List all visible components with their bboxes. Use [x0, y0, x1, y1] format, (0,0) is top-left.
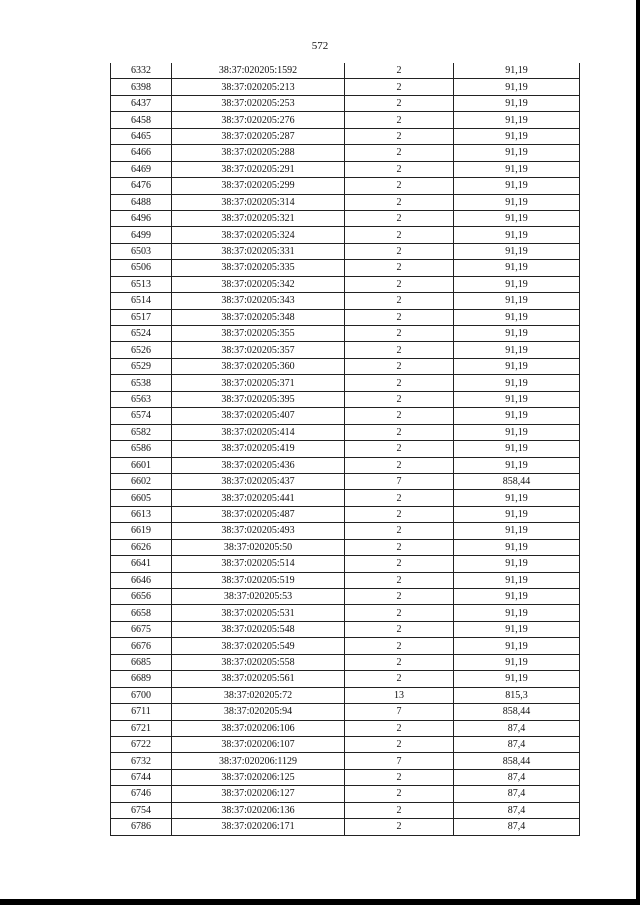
table-row	[111, 457, 580, 473]
value-cell: 87,4	[454, 819, 580, 835]
value-cell: 91,19	[454, 539, 580, 555]
row-id-cell: 6626	[111, 539, 172, 555]
table-row	[111, 753, 580, 769]
row-id-cell: 6582	[111, 424, 172, 440]
table-row	[111, 424, 580, 440]
cadastral-number-cell: 38:37:020205:548	[172, 621, 345, 637]
row-id-cell: 6656	[111, 589, 172, 605]
row-id-cell: 6513	[111, 276, 172, 292]
cadastral-number-cell: 38:37:020205:519	[172, 572, 345, 588]
count-cell: 2	[345, 375, 454, 391]
scan-edge-right	[636, 0, 640, 905]
count-cell: 2	[345, 128, 454, 144]
value-cell: 91,19	[454, 424, 580, 440]
table-row	[111, 523, 580, 539]
cadastral-number-cell: 38:37:020205:407	[172, 408, 345, 424]
row-id-cell: 6732	[111, 753, 172, 769]
cadastral-number-cell: 38:37:020205:288	[172, 145, 345, 161]
value-cell: 91,19	[454, 621, 580, 637]
row-id-cell: 6754	[111, 802, 172, 818]
row-id-cell: 6496	[111, 210, 172, 226]
cadastral-number-cell: 38:37:020205:371	[172, 375, 345, 391]
value-cell: 91,19	[454, 589, 580, 605]
table-row	[111, 802, 580, 818]
count-cell: 2	[345, 605, 454, 621]
cadastral-number-cell: 38:37:020205:343	[172, 293, 345, 309]
table-row	[111, 178, 580, 194]
value-cell: 91,19	[454, 654, 580, 670]
table-row	[111, 227, 580, 243]
row-id-cell: 6466	[111, 145, 172, 161]
value-cell: 87,4	[454, 736, 580, 752]
cadastral-number-cell: 38:37:020206:136	[172, 802, 345, 818]
cadastral-number-cell: 38:37:020205:414	[172, 424, 345, 440]
value-cell: 91,19	[454, 95, 580, 111]
table-body	[111, 63, 580, 835]
table-row	[111, 556, 580, 572]
cadastral-number-cell: 38:37:020205:360	[172, 358, 345, 374]
value-cell: 87,4	[454, 769, 580, 785]
count-cell: 2	[345, 556, 454, 572]
cadastral-number-cell: 38:37:020205:419	[172, 441, 345, 457]
count-cell: 2	[345, 457, 454, 473]
value-cell: 91,19	[454, 671, 580, 687]
count-cell: 2	[345, 671, 454, 687]
cadastral-number-cell: 38:37:020205:395	[172, 391, 345, 407]
table-row	[111, 654, 580, 670]
cadastral-number-cell: 38:37:020206:171	[172, 819, 345, 835]
cadastral-number-cell: 38:37:020205:549	[172, 638, 345, 654]
count-cell: 2	[345, 145, 454, 161]
row-id-cell: 6602	[111, 473, 172, 489]
table-row	[111, 112, 580, 128]
cadastral-number-cell: 38:37:020206:106	[172, 720, 345, 736]
row-id-cell: 6744	[111, 769, 172, 785]
count-cell: 2	[345, 358, 454, 374]
count-cell: 2	[345, 769, 454, 785]
value-cell: 91,19	[454, 194, 580, 210]
cadastral-number-cell: 38:37:020205:355	[172, 326, 345, 342]
row-id-cell: 6685	[111, 654, 172, 670]
count-cell: 2	[345, 589, 454, 605]
cadastral-number-cell: 38:37:020206:127	[172, 786, 345, 802]
count-cell: 2	[345, 293, 454, 309]
table-row	[111, 309, 580, 325]
count-cell: 2	[345, 424, 454, 440]
row-id-cell: 6605	[111, 490, 172, 506]
row-id-cell: 6458	[111, 112, 172, 128]
count-cell: 2	[345, 490, 454, 506]
row-id-cell: 6613	[111, 506, 172, 522]
value-cell: 91,19	[454, 556, 580, 572]
row-id-cell: 6746	[111, 786, 172, 802]
page-number: 572	[311, 40, 329, 52]
table-row	[111, 720, 580, 736]
count-cell: 7	[345, 753, 454, 769]
value-cell: 91,19	[454, 391, 580, 407]
table-row	[111, 293, 580, 309]
value-cell: 858,44	[454, 704, 580, 720]
table-row	[111, 95, 580, 111]
value-cell: 87,4	[454, 802, 580, 818]
value-cell: 858,44	[454, 753, 580, 769]
table-row	[111, 63, 580, 79]
table-row	[111, 589, 580, 605]
row-id-cell: 6658	[111, 605, 172, 621]
table-row	[111, 194, 580, 210]
table-row	[111, 786, 580, 802]
value-cell: 91,19	[454, 605, 580, 621]
table-row	[111, 243, 580, 259]
row-id-cell: 6646	[111, 572, 172, 588]
value-cell: 91,19	[454, 260, 580, 276]
cadastral-number-cell: 38:37:020205:72	[172, 687, 345, 703]
table-row	[111, 671, 580, 687]
row-id-cell: 6619	[111, 523, 172, 539]
value-cell: 91,19	[454, 572, 580, 588]
row-id-cell: 6398	[111, 79, 172, 95]
value-cell: 91,19	[454, 112, 580, 128]
row-id-cell: 6465	[111, 128, 172, 144]
count-cell: 2	[345, 506, 454, 522]
row-id-cell: 6514	[111, 293, 172, 309]
count-cell: 2	[345, 572, 454, 588]
value-cell: 91,19	[454, 276, 580, 292]
value-cell: 91,19	[454, 293, 580, 309]
cadastral-number-cell: 38:37:020205:324	[172, 227, 345, 243]
count-cell: 2	[345, 654, 454, 670]
cadastral-number-cell: 38:37:020205:441	[172, 490, 345, 506]
value-cell: 91,19	[454, 408, 580, 424]
count-cell: 2	[345, 638, 454, 654]
value-cell: 91,19	[454, 375, 580, 391]
count-cell: 2	[345, 720, 454, 736]
count-cell: 2	[345, 178, 454, 194]
count-cell: 2	[345, 194, 454, 210]
cadastral-number-cell: 38:37:020205:357	[172, 342, 345, 358]
row-id-cell: 6476	[111, 178, 172, 194]
value-cell: 91,19	[454, 441, 580, 457]
value-cell: 91,19	[454, 457, 580, 473]
table-row	[111, 506, 580, 522]
row-id-cell: 6332	[111, 63, 172, 79]
table-row	[111, 539, 580, 555]
cadastral-number-cell: 38:37:020205:253	[172, 95, 345, 111]
value-cell: 91,19	[454, 63, 580, 79]
cadastral-number-cell: 38:37:020205:1592	[172, 63, 345, 79]
table-row	[111, 326, 580, 342]
count-cell: 2	[345, 819, 454, 835]
table-row	[111, 161, 580, 177]
cadastral-number-cell: 38:37:020205:299	[172, 178, 345, 194]
count-cell: 7	[345, 473, 454, 489]
table-row	[111, 260, 580, 276]
table-row	[111, 704, 580, 720]
count-cell: 2	[345, 621, 454, 637]
count-cell: 2	[345, 112, 454, 128]
row-id-cell: 6503	[111, 243, 172, 259]
count-cell: 2	[345, 79, 454, 95]
row-id-cell: 6722	[111, 736, 172, 752]
value-cell: 91,19	[454, 506, 580, 522]
value-cell: 87,4	[454, 786, 580, 802]
count-cell: 2	[345, 276, 454, 292]
row-id-cell: 6689	[111, 671, 172, 687]
table-row	[111, 391, 580, 407]
value-cell: 91,19	[454, 128, 580, 144]
cadastral-number-cell: 38:37:020205:437	[172, 473, 345, 489]
count-cell: 2	[345, 342, 454, 358]
value-cell: 87,4	[454, 720, 580, 736]
cadastral-number-cell: 38:37:020205:287	[172, 128, 345, 144]
value-cell: 91,19	[454, 145, 580, 161]
count-cell: 2	[345, 95, 454, 111]
row-id-cell: 6786	[111, 819, 172, 835]
cadastral-number-cell: 38:37:020205:276	[172, 112, 345, 128]
row-id-cell: 6601	[111, 457, 172, 473]
count-cell: 2	[345, 326, 454, 342]
cadastral-number-cell: 38:37:020205:314	[172, 194, 345, 210]
cadastral-number-cell: 38:37:020205:94	[172, 704, 345, 720]
row-id-cell: 6488	[111, 194, 172, 210]
table-row	[111, 375, 580, 391]
cadastral-number-cell: 38:37:020205:531	[172, 605, 345, 621]
count-cell: 2	[345, 391, 454, 407]
table-row	[111, 621, 580, 637]
row-id-cell: 6563	[111, 391, 172, 407]
scan-edge-bottom	[0, 899, 640, 905]
row-id-cell: 6526	[111, 342, 172, 358]
cadastral-number-cell: 38:37:020205:514	[172, 556, 345, 572]
value-cell: 91,19	[454, 161, 580, 177]
count-cell: 2	[345, 63, 454, 79]
count-cell: 2	[345, 786, 454, 802]
cadastral-number-cell: 38:37:020206:1129	[172, 753, 345, 769]
cadastral-number-cell: 38:37:020205:331	[172, 243, 345, 259]
data-table	[110, 63, 580, 836]
value-cell: 91,19	[454, 227, 580, 243]
row-id-cell: 6499	[111, 227, 172, 243]
table-row	[111, 605, 580, 621]
count-cell: 2	[345, 243, 454, 259]
cadastral-number-cell: 38:37:020205:321	[172, 210, 345, 226]
table-row	[111, 358, 580, 374]
cadastral-number-cell: 38:37:020205:561	[172, 671, 345, 687]
value-cell: 91,19	[454, 178, 580, 194]
value-cell: 815,3	[454, 687, 580, 703]
cadastral-number-cell: 38:37:020205:436	[172, 457, 345, 473]
count-cell: 2	[345, 736, 454, 752]
table-row	[111, 687, 580, 703]
table-row	[111, 819, 580, 835]
cadastral-number-cell: 38:37:020205:53	[172, 589, 345, 605]
count-cell: 2	[345, 210, 454, 226]
cadastral-number-cell: 38:37:020206:107	[172, 736, 345, 752]
cadastral-number-cell: 38:37:020205:213	[172, 79, 345, 95]
table-row	[111, 441, 580, 457]
row-id-cell: 6676	[111, 638, 172, 654]
cadastral-number-cell: 38:37:020205:291	[172, 161, 345, 177]
table-row	[111, 79, 580, 95]
value-cell: 91,19	[454, 358, 580, 374]
count-cell: 2	[345, 441, 454, 457]
count-cell: 2	[345, 523, 454, 539]
table-row	[111, 145, 580, 161]
table-row	[111, 769, 580, 785]
count-cell: 2	[345, 408, 454, 424]
row-id-cell: 6641	[111, 556, 172, 572]
count-cell: 2	[345, 260, 454, 276]
cadastral-number-cell: 38:37:020205:342	[172, 276, 345, 292]
row-id-cell: 6711	[111, 704, 172, 720]
count-cell: 2	[345, 161, 454, 177]
count-cell: 2	[345, 802, 454, 818]
value-cell: 91,19	[454, 243, 580, 259]
row-id-cell: 6469	[111, 161, 172, 177]
value-cell: 91,19	[454, 638, 580, 654]
value-cell: 91,19	[454, 342, 580, 358]
value-cell: 91,19	[454, 309, 580, 325]
cadastral-number-cell: 38:37:020205:493	[172, 523, 345, 539]
row-id-cell: 6586	[111, 441, 172, 457]
row-id-cell: 6517	[111, 309, 172, 325]
table-row	[111, 128, 580, 144]
count-cell: 13	[345, 687, 454, 703]
row-id-cell: 6700	[111, 687, 172, 703]
row-id-cell: 6529	[111, 358, 172, 374]
data-table-container	[110, 63, 579, 836]
table-row	[111, 473, 580, 489]
row-id-cell: 6721	[111, 720, 172, 736]
cadastral-number-cell: 38:37:020205:487	[172, 506, 345, 522]
row-id-cell: 6524	[111, 326, 172, 342]
count-cell: 2	[345, 309, 454, 325]
table-row	[111, 210, 580, 226]
value-cell: 91,19	[454, 490, 580, 506]
count-cell: 2	[345, 227, 454, 243]
cadastral-number-cell: 38:37:020205:348	[172, 309, 345, 325]
cadastral-number-cell: 38:37:020205:558	[172, 654, 345, 670]
value-cell: 858,44	[454, 473, 580, 489]
cadastral-number-cell: 38:37:020205:50	[172, 539, 345, 555]
row-id-cell: 6675	[111, 621, 172, 637]
row-id-cell: 6574	[111, 408, 172, 424]
table-row	[111, 638, 580, 654]
value-cell: 91,19	[454, 210, 580, 226]
row-id-cell: 6538	[111, 375, 172, 391]
cadastral-number-cell: 38:37:020206:125	[172, 769, 345, 785]
count-cell: 7	[345, 704, 454, 720]
count-cell: 2	[345, 539, 454, 555]
value-cell: 91,19	[454, 523, 580, 539]
table-row	[111, 736, 580, 752]
row-id-cell: 6437	[111, 95, 172, 111]
row-id-cell: 6506	[111, 260, 172, 276]
table-row	[111, 572, 580, 588]
table-row	[111, 276, 580, 292]
table-row	[111, 342, 580, 358]
value-cell: 91,19	[454, 326, 580, 342]
table-row	[111, 490, 580, 506]
table-row	[111, 408, 580, 424]
cadastral-number-cell: 38:37:020205:335	[172, 260, 345, 276]
value-cell: 91,19	[454, 79, 580, 95]
